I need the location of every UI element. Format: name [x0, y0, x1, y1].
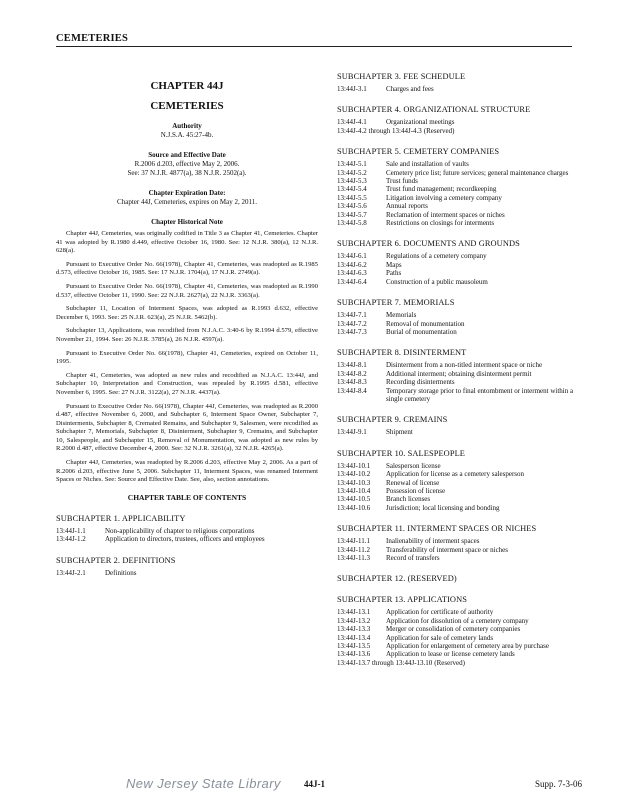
toc-entry	[337, 479, 587, 487]
source-heading: Source and Effective Date	[148, 151, 226, 159]
toc-entry	[337, 85, 587, 93]
section-number: 13:44J-11.1	[337, 537, 370, 546]
section-number: 13:44J-5.3	[337, 177, 367, 186]
section-title: Application for license as a cemetery salesperson	[386, 470, 525, 479]
toc-entry	[337, 387, 587, 404]
history-paragraph: Subchapter 13, Applications, was recodified from N.J.A.C. 3:40-6 by R.1994 d.579, effective November 21, 1994. See: 26 N.J.R. 3785(a), 26 N.J.R. 4597(a).	[56, 327, 318, 343]
header-rule	[56, 46, 572, 47]
section-number: 13:44J-13.4	[337, 633, 371, 642]
section-title: Paths	[386, 269, 402, 278]
section-title: Inalienability of interment spaces	[386, 537, 480, 546]
section-title: Maps	[386, 260, 402, 269]
section-title: Restrictions on closings for interments	[386, 219, 495, 228]
toc-entry	[56, 527, 318, 535]
toc-entry	[337, 495, 587, 503]
section-number: 13:44J-8.4	[337, 386, 367, 395]
supplement-date: Supp. 7-3-06	[535, 779, 582, 789]
history-paragraph: Pursuant to Executive Order No. 66(1978), Chapter 41, Cemeteries, was readopted as R.1985 d.573, effective October 16, 1985. See: 17 N.J.R. 1704(a), 17 N.J.R. 2749(a).	[56, 260, 318, 277]
section-title: Non-applicability of chapter to religious corporations	[105, 526, 255, 535]
toc-entry	[337, 659, 587, 667]
section-number: 13:44J-13.3	[337, 625, 371, 634]
subchapter-heading: SUBCHAPTER 12. (RESERVED)	[337, 574, 457, 584]
subchapter-heading: SUBCHAPTER 10. SALESPEOPLE	[337, 448, 466, 458]
section-title: Renewal of license	[386, 478, 440, 487]
section-number: 13:44J-13.1	[337, 608, 371, 617]
section-title: Reclamation of interment spaces or niches	[386, 210, 505, 219]
toc-entry	[337, 634, 587, 642]
section-title: Definitions	[105, 568, 137, 577]
section-title: Temporary storage prior to final entombment or interment within a single cemetery	[386, 386, 574, 403]
subchapter-heading: SUBCHAPTER 5. CEMETERY COMPANIES	[337, 147, 500, 157]
subchapter-heading: SUBCHAPTER 13. APPLICATIONS	[337, 595, 467, 605]
history-paragraph: Pursuant to Executive Order No. 66(1978), Chapter 44J, Cemeteries, was readopted as R.2000 d.487, effective November 6, 2000, and Subchapter 6, Interment Space Owner, Subchapter 7, Disinterments, Subchapter 8, Cremated Remains, and Subchapter 9, Salesmen, were recodified as Subchapter 7, Memorials, Subchapter 8, Disinterment, Subchapter 9, Cremains, and Subchapter 10, Salespeople, and Subchapter 15, Removal of Monumentation, was adopted as new rules by R.2000 d.487, effective December 4, 2000. See: 32 N.J.R. 3261(a), 32 N.J.R. 4265(a).	[56, 402, 318, 453]
toc-entry	[337, 118, 587, 126]
toc-entry	[337, 625, 587, 633]
subchapter-heading: SUBCHAPTER 4. ORGANIZATIONAL STRUCTURE	[337, 105, 531, 115]
toc-entry	[337, 252, 587, 260]
toc-entry	[337, 470, 587, 478]
section-title: Recording disinterments	[386, 378, 455, 387]
section-title: Application for dissolution of a cemetery company	[386, 616, 529, 625]
toc-entry	[337, 370, 587, 378]
source-line: See: 37 N.J.R. 4877(a), 38 N.J.R. 2502(a).	[127, 169, 247, 177]
chapter-title: CEMETERIES	[150, 100, 224, 112]
section-number: 13:44J-11.2	[337, 545, 370, 554]
section-number: 13:44J-8.3	[337, 378, 367, 387]
section-number: 13:44J-7.3	[337, 327, 367, 336]
section-title: Merger or consolidation of cemetery companies	[386, 625, 521, 634]
section-number: 13:44J-5.4	[337, 185, 367, 194]
history-paragraph: Chapter 44J, Cemeteries, was originally codified in Title 3 as Chapter 41, Cemeteries. Chapter 41 was adopted by R.1980 d.449, effective October 16, 1980. See: 12 N.J.R. 380(a), 12 N.J.R. 628(a).	[56, 230, 318, 255]
subchapter-heading: SUBCHAPTER 9. CREMAINS	[337, 415, 448, 425]
section-title: Organizational meetings	[386, 118, 455, 127]
toc-entry	[337, 328, 587, 336]
toc-entry	[337, 177, 587, 185]
section-number: 13:44J-2.1	[56, 568, 86, 577]
section-number: 13:44J-6.4	[337, 277, 367, 286]
running-header: CEMETERIES	[56, 33, 129, 44]
history-paragraph: Pursuant to Executive Order No. 66(1978), Chapter 41, Cemeteries, expired on October 11, 1995.	[56, 349, 318, 366]
section-title: Litigation involving a cemetery company	[386, 193, 502, 202]
toc-left	[56, 514, 318, 577]
toc-entry	[337, 194, 587, 202]
subchapter-heading: SUBCHAPTER 8. DISINTERMENT	[337, 348, 467, 358]
section-number: 13:44J-1.1	[56, 526, 86, 535]
section-number: 13:44J-3.1	[337, 85, 367, 93]
history-paragraph: Pursuant to Executive Order No. 66(1978), Chapter 41, Cemeteries, was readopted as R.1990 d.537, effective October 11, 1990. See: 22 N.J.R. 2627(a), 22 N.J.R. 3363(a).	[56, 282, 318, 299]
section-title: Burial of monumentation	[386, 327, 457, 336]
section-number: 13:44J-5.1	[337, 160, 367, 169]
section-number: 13:44J-11.3	[337, 554, 370, 562]
toc-entry	[337, 185, 587, 193]
subchapter-heading: SUBCHAPTER 6. DOCUMENTS AND GROUNDS	[337, 239, 520, 249]
section-title: Application to directors, trustees, officers and employees	[105, 535, 265, 544]
section-title: Record of transfers	[386, 554, 440, 562]
section-title: Jurisdiction; local licensing and bonding	[386, 503, 500, 512]
toc-entry	[337, 462, 587, 470]
section-title: Application for enlargement of cemetery area by purchase	[386, 642, 549, 651]
section-title: Application for certificate of authority	[386, 608, 494, 617]
section-number: 13:44J-10.6	[337, 503, 371, 512]
expiration-heading: Chapter Expiration Date:	[148, 189, 226, 197]
section-title: Application to lease or license cemetery lands	[386, 650, 515, 659]
toc-entry	[337, 642, 587, 650]
toc-entry	[337, 378, 587, 386]
toc-entry	[337, 219, 587, 227]
toc-entry	[337, 261, 587, 269]
toc-entry	[337, 428, 587, 436]
toc-entry	[337, 269, 587, 277]
section-title: Trust fund management; recordkeeping	[386, 185, 497, 194]
toc-entry	[337, 202, 587, 210]
toc-right	[337, 72, 587, 667]
section-title: Construction of a public mausoleum	[386, 277, 488, 286]
subchapter-heading: SUBCHAPTER 2. DEFINITIONS	[56, 555, 176, 565]
section-title: Disinterment from a non-titled interment space or niche	[386, 361, 543, 370]
section-title: Possession of license	[386, 486, 446, 495]
authority-value: N.J.S.A. 45:27-4b.	[160, 131, 214, 139]
section-number: 13:44J-7.2	[337, 319, 367, 328]
toc-entry	[56, 569, 318, 577]
toc-entry	[337, 361, 587, 369]
section-title: Shipment	[386, 428, 413, 437]
source-line: R.2006 d.203, effective May 2, 2006.	[134, 160, 240, 168]
toc-entry	[337, 211, 587, 219]
section-title: Regulations of a cemetery company	[386, 252, 487, 261]
toc-entry	[337, 546, 587, 554]
toc-entry	[337, 278, 587, 286]
section-number: 13:44J-4.1	[337, 118, 367, 127]
section-number: 13:44J-8.1	[337, 361, 367, 370]
toc-entry	[337, 537, 587, 545]
history-heading: Chapter Historical Note	[151, 218, 223, 226]
section-number: 13:44J-5.7	[337, 210, 367, 219]
section-number: 13:44J-5.2	[337, 168, 367, 177]
section-title: Salesperson license	[386, 461, 441, 470]
section-number: 13:44J-5.8	[337, 219, 367, 228]
toc-entry	[337, 160, 587, 168]
section-number: 13:44J-10.1	[337, 461, 371, 470]
section-title: (Reserved)	[434, 658, 465, 667]
section-number: 13:44J-7.1	[337, 311, 367, 320]
section-title: Charges and fees	[386, 85, 434, 93]
authority-heading: Authority	[172, 122, 202, 130]
section-number: 13:44J-1.2	[56, 535, 86, 544]
section-title: Sale and installation of vaults	[386, 160, 469, 169]
toc-entry	[337, 617, 587, 625]
toc-entry	[337, 311, 587, 319]
section-title: Memorials	[386, 311, 417, 320]
section-number: 13:44J-13.2	[337, 616, 371, 625]
history-notes	[56, 230, 318, 485]
library-watermark: New Jersey State Library	[126, 776, 281, 791]
section-number: 13:44J-5.5	[337, 193, 367, 202]
section-title: Annual reports	[386, 202, 428, 211]
section-number: 13:44J-6.1	[337, 252, 367, 261]
left-column	[56, 72, 318, 577]
section-number: 13:44J-6.2	[337, 260, 367, 269]
section-number: 13:44J-10.3	[337, 478, 371, 487]
section-number: 13:44J-10.4	[337, 486, 371, 495]
section-title: Branch licenses	[386, 495, 431, 504]
toc-entry	[337, 487, 587, 495]
history-paragraph: Chapter 41, Cemeteries, was adopted as new rules and recodified as N.J.A.C. 13:44J, and Subchapter 10, Interpretation and Construction, was repealed by R.1995 d.581, effective November 6, 1995. See: 27 N.J.R. 3122(a), 27 N.J.R. 4437(a).	[56, 371, 318, 396]
section-number: 13:44J-6.3	[337, 269, 367, 278]
section-number: 13:44J-8.2	[337, 369, 367, 378]
toc-entry	[337, 650, 587, 658]
section-number: 13:44J-9.1	[337, 428, 367, 437]
subchapter-heading: SUBCHAPTER 11. INTERMENT SPACES OR NICHES	[337, 524, 537, 534]
expiration-value: Chapter 44J, Cemeteries, expires on May 2, 2011.	[117, 198, 257, 206]
section-title: Transferability of interment space or niches	[386, 545, 509, 554]
toc-entry	[337, 169, 587, 177]
page-number: 44J-1	[304, 779, 325, 789]
toc-entry	[337, 608, 587, 616]
section-number: 13:44J-13.5	[337, 642, 371, 651]
section-title: Cemetery price list; future services; general maintenance charges	[386, 168, 569, 177]
toc-entry	[56, 535, 318, 543]
section-number: 13:44J-10.5	[337, 495, 371, 504]
subchapter-heading: SUBCHAPTER 7. MEMORIALS	[337, 298, 455, 308]
section-number: 13:44J-4.2 through 13:44J-4.3	[337, 126, 422, 135]
section-number: 13:44J-5.6	[337, 202, 367, 211]
history-paragraph: Chapter 44J, Cemeteries, was readopted by R.2006 d.203, effective May 2, 2006. As a part of R.2006 d.203, effective June 5, 2006. Subchapter 11, Interment Spaces, was renamed Interment Spaces or Niches. See: Source and Effective Date. See, also, section annotations.	[56, 459, 318, 484]
section-number: 13:44J-13.7 through 13:44J-13.10	[337, 658, 433, 667]
section-title: Removal of monumentation	[386, 319, 465, 328]
toc-entry	[337, 554, 587, 562]
section-title: Additional interment; obtaining disinterment permit	[386, 369, 532, 378]
section-number: 13:44J-13.6	[337, 650, 371, 659]
toc-entry	[337, 320, 587, 328]
section-title: Trust funds	[386, 177, 418, 186]
chapter-label: CHAPTER 44J	[150, 80, 224, 92]
section-title: (Reserved)	[423, 126, 455, 135]
toc-entry	[337, 504, 587, 512]
section-title: Application for sale of cemetery lands	[386, 633, 494, 642]
subchapter-heading: SUBCHAPTER 3. FEE SCHEDULE	[337, 72, 466, 81]
toc-entry	[337, 127, 587, 135]
toc-heading: CHAPTER TABLE OF CONTENTS	[127, 492, 247, 502]
history-paragraph: Subchapter 11, Location of Interment Spaces, was adopted as R.1993 d.632, effective December 6, 1993. See: 25 N.J.R. 623(a), 25 N.J.R. 5462(b).	[56, 305, 318, 321]
section-number: 13:44J-10.2	[337, 470, 371, 479]
subchapter-heading: SUBCHAPTER 1. APPLICABILITY	[56, 513, 186, 523]
